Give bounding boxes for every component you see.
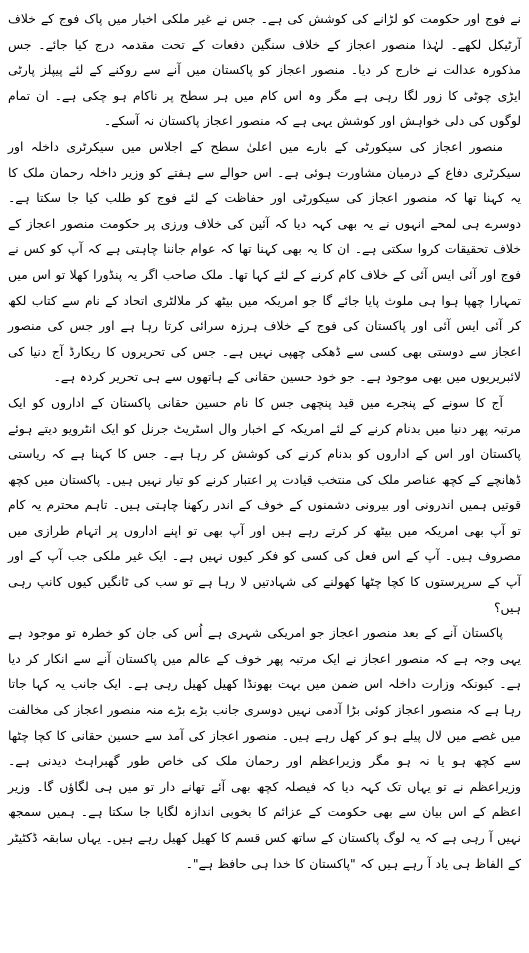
article-paragraph-1: نے فوج اور حکومت کو لڑانے کی کوشش کی ہے۔ جس نے غیر ملکی اخبار میں پاک فوج کے خلاف آرٹیکل لکھے۔ لہٰذا منصور اعجاز کے خلاف سنگین دفعات کے تحت مقدمہ درج کیا جائے۔ جس مذکورہ عدالت نے خارج کر دیا۔ منصور اعجاز کو پاکستان میں آنے سے روکنے کے لئے پیپلز پارٹی ایڑی چوٹی کا زور لگا رہی ہے مگر وہ اس کام میں ہر سطح پر ناکام ہو چکی ہے۔ ان تمام لوگوں کی دلی خواہش اور کوشش یہی ہے کہ منصور اعجاز پاکستان نہ آسکے۔ [8, 11, 521, 129]
article-paragraph-2: منصور اعجاز کی سیکورٹی کے بارے میں اعلیٰ سطح کے اجلاس میں سیکرٹری داخلہ اور سیکرٹری دفاع کے درمیان مشاورت ہوئی ہے۔ اس حوالے سے ہفتے کو وزیر داخلہ رحمان ملک کا یہ کہنا تھا کہ منصور اعجاز کی سیکورٹی اور حفاظت کے لئے فوج کو طلب کیا جا سکتا ہے۔ دوسرے ہی لمحے انہوں نے یہ بھی کہہ دیا کہ آئین کی خلاف ورزی پر حکومت منصور اعجاز کے خلاف تحقیقات کروا سکتی ہے۔ ان کا یہ بھی کہنا تھا کہ عوام جاننا چاہتی ہے کہ آپ کو کس نے فوج اور آئی ایس آئی کے خلاف کام کرنے کے لئے کہا تھا۔ ملک صاحب اگر یہ پنڈورا کھلا تو اس میں تمہارا چھپا ہوا ہی ملوث پایا جائے گا جو امریکہ میں بیٹھ کر ملالٹری اتحاد کے نام سے کتاب لکھ کر آئی ایس آئی اور پاکستان کی فوج کے خلاف ہرزہ سرائی کرتا رہا ہے اور جس کی منصور اعجاز سے دوستی بھی کسی سے ڈھکی چھپی نہیں ہے۔ جس کی تحریروں کا ریکارڈ آج دنیا کی لائبریریوں میں بھی موجود ہے۔ جو خود حسین حقانی کے ہاتھوں سے ہی تحریر کردہ ہے۔ [8, 138, 521, 385]
article-paragraph-4: پاکستان آنے کے بعد منصور اعجاز جو امریکی شہری ہے اُس کی جان کو خطرہ تو موجود ہے یہی وجہ ہے کہ منصور اعجاز نے ایک مرتبہ پھر خوف کے عالم میں پاکستان آنے سے انکار کر دیا ہے۔ کیونکہ وزارت داخلہ اس ضمن میں بہت بھونڈا کھیل کھیل رہی ہے۔ ایک جانب یہ کہا جاتا رہا ہے کہ منصور اعجاز کوئی بڑا آدمی نہیں دوسری جانب بڑے بڑے منہ منصور اعجاز کی مخالفت میں غصے میں لال پیلے ہو کر کھل رہے ہیں۔ منصور اعجاز کی آمد سے حسین حقانی کا کچا چٹھا سے کچھ ہو یا نہ ہو مگر وزیراعظم اور رحمان ملک کی خاص طور گھبراہٹ دیدنی ہے۔ وزیراعظم نے تو یہاں تک کہہ دیا کہ فیصلہ کچھ بھی آئے تھانے دار تو میں ہی لگاؤں گا۔ وزیر اعظم کے اس بیان سے بھی حکومت کے عزائم کا بخوبی اندازہ لگایا جا سکتا ہے۔ ہمیں سمجھ نہیں آ رہی ہے کہ یہ لوگ پاکستان کے ساتھ کس قسم کا کھیل کھیل رہے ہیں۔ یہاں سابقہ ڈکٹیٹر کے الفاظ ہی یاد آ رہے ہیں کہ "پاکستان کا خدا ہی حافظ ہے"۔ [8, 625, 521, 871]
article-paragraph-3: آج کا سونے کے پنجرے میں قید پنچھی جس کا نام حسین حقانی پاکستان کے اداروں کو ایک مرتبہ پھر دنیا میں بدنام کرنے کے لئے امریکہ کے اخبار وال اسٹریٹ جرنل کو ایک انٹرویو دیتے ہوئے پاکستان اور اس کے اداروں کو بدنام کرنے کی کوشش کر رہا ہے۔ جس کا کہنا ہے کہ ریاستی ڈھانچے کے کچھ عناصر ملک کی منتخب قیادت پر اعتبار کرنے کو تیار نہیں ہیں۔ پاکستان میں کچھ قوتیں ہمیں اندرونی اور بیرونی دشمنوں کے خوف کے اندر رکھنا چاہتی ہیں۔ تاہم محترم یہ کام تو آپ بھی امریکہ میں بیٹھ کر کرتے رہے ہیں اور آپ بھی تو اپنے اداروں پر اتہام طرازی میں مصروف ہیں۔ آپ کے اس فعل کی کسی کو فکر کیوں نہیں ہے۔ ایک غیر ملکی جب آپ کے اور آپ کے سرپرستوں کا کچا چٹھا کھولنے کی شہادتیں لا رہا ہے تو سب کی ٹانگیں کیوں کانپ رہی ہیں؟ [8, 394, 521, 615]
